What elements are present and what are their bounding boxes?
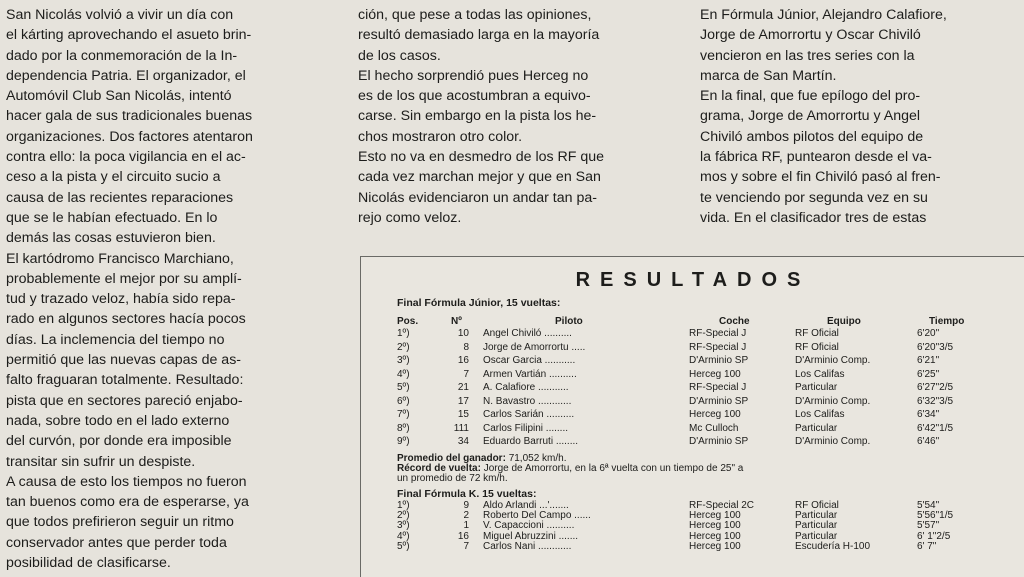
- text-line: rado en algunos sectores hacía pocos: [6, 311, 246, 328]
- cell-equipo: Particular: [795, 382, 838, 393]
- cell-coche: Herceg 100: [689, 409, 741, 420]
- cell-equipo: D'Arminio Comp.: [795, 395, 871, 407]
- text-line: de los casos.: [358, 47, 441, 64]
- article-column-1: [6, 5, 332, 573]
- cell-equipo: Los Califas: [795, 368, 845, 380]
- cell-tiempo: 6' 7": [917, 540, 937, 552]
- table-row: [397, 382, 1017, 393]
- cell-piloto: V. Capaccioni ..........: [483, 520, 575, 532]
- text-line: grama, Jorge de Amorrortu y Angel: [700, 108, 921, 125]
- record-label: Récord de vuelta:: [397, 463, 481, 474]
- cell-equipo: Los Califas: [795, 409, 845, 420]
- table-row: [397, 423, 1017, 434]
- cell-equipo: RF Oficial: [795, 328, 839, 339]
- cell-coche: RF-Special J: [689, 382, 747, 393]
- text-line: falto fraguaran totalmente. Resultado:: [6, 372, 244, 389]
- text-line: conservador antes que perder toda: [6, 534, 227, 551]
- cell-num: 21: [457, 382, 469, 393]
- text-line: te venciendo por segunda vez en su: [700, 189, 928, 206]
- text-line: vencieron en las tres series con la: [700, 47, 915, 64]
- cell-pos: 2º): [397, 510, 410, 522]
- cell-coche: Herceg 100: [689, 368, 741, 380]
- cell-coche: RF-Special 2C: [689, 500, 755, 511]
- text-line: días. La inclemencia del tiempo no: [6, 331, 225, 348]
- cell-tiempo: 6'42"1/5: [917, 422, 954, 434]
- text-line: Chiviló ambos pilotos del equipo de: [700, 128, 924, 145]
- text-line: dado por la conmemoración de la In-: [6, 47, 238, 64]
- text-line: tud y trazado veloz, había sido repa-: [6, 291, 236, 308]
- cell-piloto: Roberto Del Campo ......: [483, 510, 591, 522]
- table-row: [397, 369, 1017, 380]
- article-column-3: [700, 5, 1018, 228]
- cell-equipo: D'Arminio Comp.: [795, 355, 871, 366]
- cell-num: 16: [457, 530, 469, 542]
- table-row: [397, 436, 1017, 447]
- cell-equipo: Particular: [795, 530, 838, 542]
- text-line: Automóvil Club San Nicolás, intentó: [6, 88, 232, 105]
- cell-tiempo: 5'56"1/5: [917, 510, 954, 522]
- header-tiempo: Tiempo: [929, 316, 965, 327]
- text-line: cada vez marchan mejor y que en San: [358, 169, 601, 186]
- text-line: El kartódromo Francisco Marchiano,: [6, 250, 234, 267]
- cell-tiempo: 5'57": [917, 520, 940, 532]
- cell-pos: 4º): [397, 530, 410, 542]
- cell-equipo: D'Arminio Comp.: [795, 436, 871, 447]
- text-line: contra ello: la poca vigilancia en el ac-: [6, 149, 246, 166]
- cell-piloto: Armen Vartián ..........: [483, 368, 577, 380]
- text-line: tan buenos como era de esperarse, ya: [6, 494, 249, 511]
- cell-tiempo: 6'32"3/5: [917, 395, 954, 407]
- cell-pos: 3º): [397, 520, 410, 532]
- cell-tiempo: 6'20"3/5: [917, 341, 954, 353]
- results-box: [360, 256, 1024, 577]
- cell-piloto: Eduardo Barruti ........: [483, 436, 579, 447]
- cell-pos: 1º): [397, 500, 410, 511]
- table-row: [397, 342, 1017, 353]
- cell-coche: Herceg 100: [689, 540, 741, 552]
- cell-num: 1: [463, 520, 469, 532]
- cell-num: 15: [457, 409, 469, 420]
- text-line: posibilidad de clasificarse.: [6, 555, 171, 572]
- header-num: Nº: [451, 316, 462, 327]
- cell-tiempo: 6'25": [917, 368, 940, 380]
- cell-coche: Herceg 100: [689, 520, 741, 532]
- results-title: RESULTADOS: [575, 269, 811, 291]
- promedio-value: 71,052 km/h.: [508, 453, 567, 464]
- cell-equipo: Particular: [795, 422, 838, 434]
- cell-pos: 3º): [397, 355, 410, 366]
- cell-equipo: Particular: [795, 520, 838, 532]
- results-header-row: [397, 316, 1017, 327]
- cell-coche: D'Arminio SP: [689, 436, 749, 447]
- table-row: [397, 541, 1017, 552]
- formula-k-section-title: Final Fórmula K. 15 vueltas:: [397, 488, 537, 500]
- text-line: nada, sobre todo en el lado externo: [6, 412, 230, 429]
- cell-coche: D'Arminio SP: [689, 355, 749, 366]
- header-pos: Pos.: [397, 316, 419, 327]
- text-line: San Nicolás volvió a vivir un día con: [6, 7, 234, 23]
- text-line: chos mostraron otro color.: [358, 128, 523, 145]
- cell-piloto: Angel Chiviló ..........: [483, 328, 572, 339]
- cell-piloto: A. Calafiore ...........: [483, 382, 569, 393]
- header-piloto: Piloto: [555, 316, 583, 327]
- header-coche: Coche: [719, 316, 750, 327]
- header-equipo: Equipo: [827, 316, 861, 327]
- cell-pos: 7º): [397, 409, 410, 420]
- article-column-2: [358, 5, 678, 228]
- text-line: la fábrica RF, puntearon desde el va-: [700, 149, 932, 166]
- cell-coche: RF-Special J: [689, 341, 747, 353]
- cell-piloto: Miguel Abruzzini .......: [483, 530, 579, 542]
- text-line: resultó demasiado larga en la mayoría: [358, 27, 600, 44]
- text-line: que todos prefirieron seguir un ritmo: [6, 514, 234, 531]
- text-line: transitar sin sufrir un despiste.: [6, 453, 196, 470]
- cell-num: 8: [463, 341, 469, 353]
- cell-equipo: RF Oficial: [795, 341, 839, 353]
- cell-pos: 5º): [397, 540, 410, 552]
- cell-num: 7: [463, 540, 469, 552]
- text-line: El hecho sorprendió pues Herceg no: [358, 67, 589, 84]
- text-line: hacer gala de sus tradicionales buenas: [6, 108, 253, 125]
- record-text: Jorge de Amorrortu, en la 6ª vuelta con un tiempo de 25" a: [483, 463, 744, 474]
- cell-piloto: N. Bavastro ............: [483, 395, 572, 407]
- text-line: permitió que las nuevas capas de as-: [6, 352, 242, 369]
- cell-piloto: Carlos Filipini ........: [483, 422, 569, 434]
- cell-piloto: Carlos Sarián ..........: [483, 409, 575, 420]
- text-line: Jorge de Amorrortu y Oscar Chiviló: [700, 27, 921, 44]
- cell-num: 10: [457, 328, 469, 339]
- text-line: vida. En el clasificador tres de estas: [700, 209, 927, 226]
- cell-pos: 9º): [397, 436, 410, 447]
- cell-equipo: RF Oficial: [795, 500, 839, 511]
- text-line: demás las cosas estuvieron bien.: [6, 230, 216, 247]
- text-line: dependencia Patria. El organizador, el: [6, 67, 246, 84]
- cell-equipo: Escudería H-100: [795, 540, 871, 552]
- cell-num: 9: [463, 500, 469, 511]
- cell-num: 16: [457, 355, 469, 366]
- cell-piloto: Carlos Nani ............: [483, 540, 572, 552]
- table-row: [397, 396, 1017, 407]
- cell-num: 111: [453, 422, 469, 434]
- text-line: pista que en sectores pareció enjabo-: [6, 392, 243, 409]
- text-line: del curvón, por donde era imposible: [6, 433, 232, 450]
- cell-pos: 8º): [397, 422, 410, 434]
- junior-section-title: Final Fórmula Júnior, 15 vueltas:: [397, 297, 561, 309]
- cell-num: 7: [463, 368, 469, 380]
- cell-piloto: Jorge de Amorrortu .....: [483, 341, 586, 353]
- cell-tiempo: 6'21": [917, 355, 940, 366]
- cell-tiempo: 6' 1"2/5: [917, 530, 951, 542]
- text-line: es de los que acostumbran a equivo-: [358, 88, 591, 105]
- cell-pos: 2º): [397, 341, 410, 353]
- cell-pos: 5º): [397, 382, 410, 393]
- promedio-label: Promedio del ganador:: [397, 453, 506, 464]
- text-line: En Fórmula Júnior, Alejandro Calafiore,: [700, 7, 947, 23]
- cell-coche: RF-Special J: [689, 328, 747, 339]
- cell-tiempo: 6'20": [917, 328, 940, 339]
- text-line: mos y sobre el fin Chiviló pasó al fren-: [700, 169, 941, 186]
- cell-tiempo: 6'46": [917, 436, 940, 447]
- text-line: ción, que pese a todas las opiniones,: [358, 7, 592, 23]
- cell-pos: 6º): [397, 395, 410, 407]
- cell-equipo: Particular: [795, 510, 838, 522]
- table-row: [397, 355, 1017, 366]
- cell-pos: 1º): [397, 328, 410, 339]
- table-row: [397, 328, 1017, 339]
- cell-num: 34: [457, 436, 469, 447]
- text-line: En la final, que fue epílogo del pro-: [700, 88, 921, 105]
- text-line: organizaciones. Dos factores atentaron: [6, 128, 253, 145]
- cell-coche: Mc Culloch: [689, 422, 739, 434]
- cell-piloto: Oscar Garcia ...........: [483, 355, 576, 366]
- text-line: rejo como veloz.: [358, 209, 462, 226]
- cell-tiempo: 5'54": [917, 500, 940, 511]
- text-line: ceso a la pista y el circuito sucio a: [6, 169, 221, 186]
- text-line: el kárting aprovechando el asueto brin-: [6, 27, 252, 44]
- text-line: carse. Sin embargo en la pista los he-: [358, 108, 597, 125]
- text-line: que se le habían efectuado. En lo: [6, 209, 218, 226]
- cell-tiempo: 6'27"2/5: [917, 382, 954, 393]
- text-line: causa de las recientes reparaciones: [6, 189, 234, 206]
- cell-tiempo: 6'34": [917, 409, 940, 420]
- cell-pos: 4º): [397, 368, 410, 380]
- text-line: A causa de esto los tiempos no fueron: [6, 473, 247, 490]
- text-line: probablemente el mejor por su amplí-: [6, 270, 242, 287]
- cell-num: 17: [457, 395, 469, 407]
- cell-piloto: Aldo Arlandi ...'.......: [483, 500, 569, 511]
- table-row: [397, 409, 1017, 420]
- cell-coche: D'Arminio SP: [689, 395, 749, 407]
- cell-coche: Herceg 100: [689, 530, 741, 542]
- text-line: Esto no va en desmedro de los RF que: [358, 149, 605, 166]
- cell-num: 2: [463, 510, 469, 522]
- cell-coche: Herceg 100: [689, 510, 741, 522]
- record-line-2: un promedio de 72 km/h.: [397, 473, 508, 484]
- text-line: Nicolás evidenciaron un andar tan pa-: [358, 189, 597, 206]
- text-line: marca de San Martín.: [700, 67, 837, 84]
